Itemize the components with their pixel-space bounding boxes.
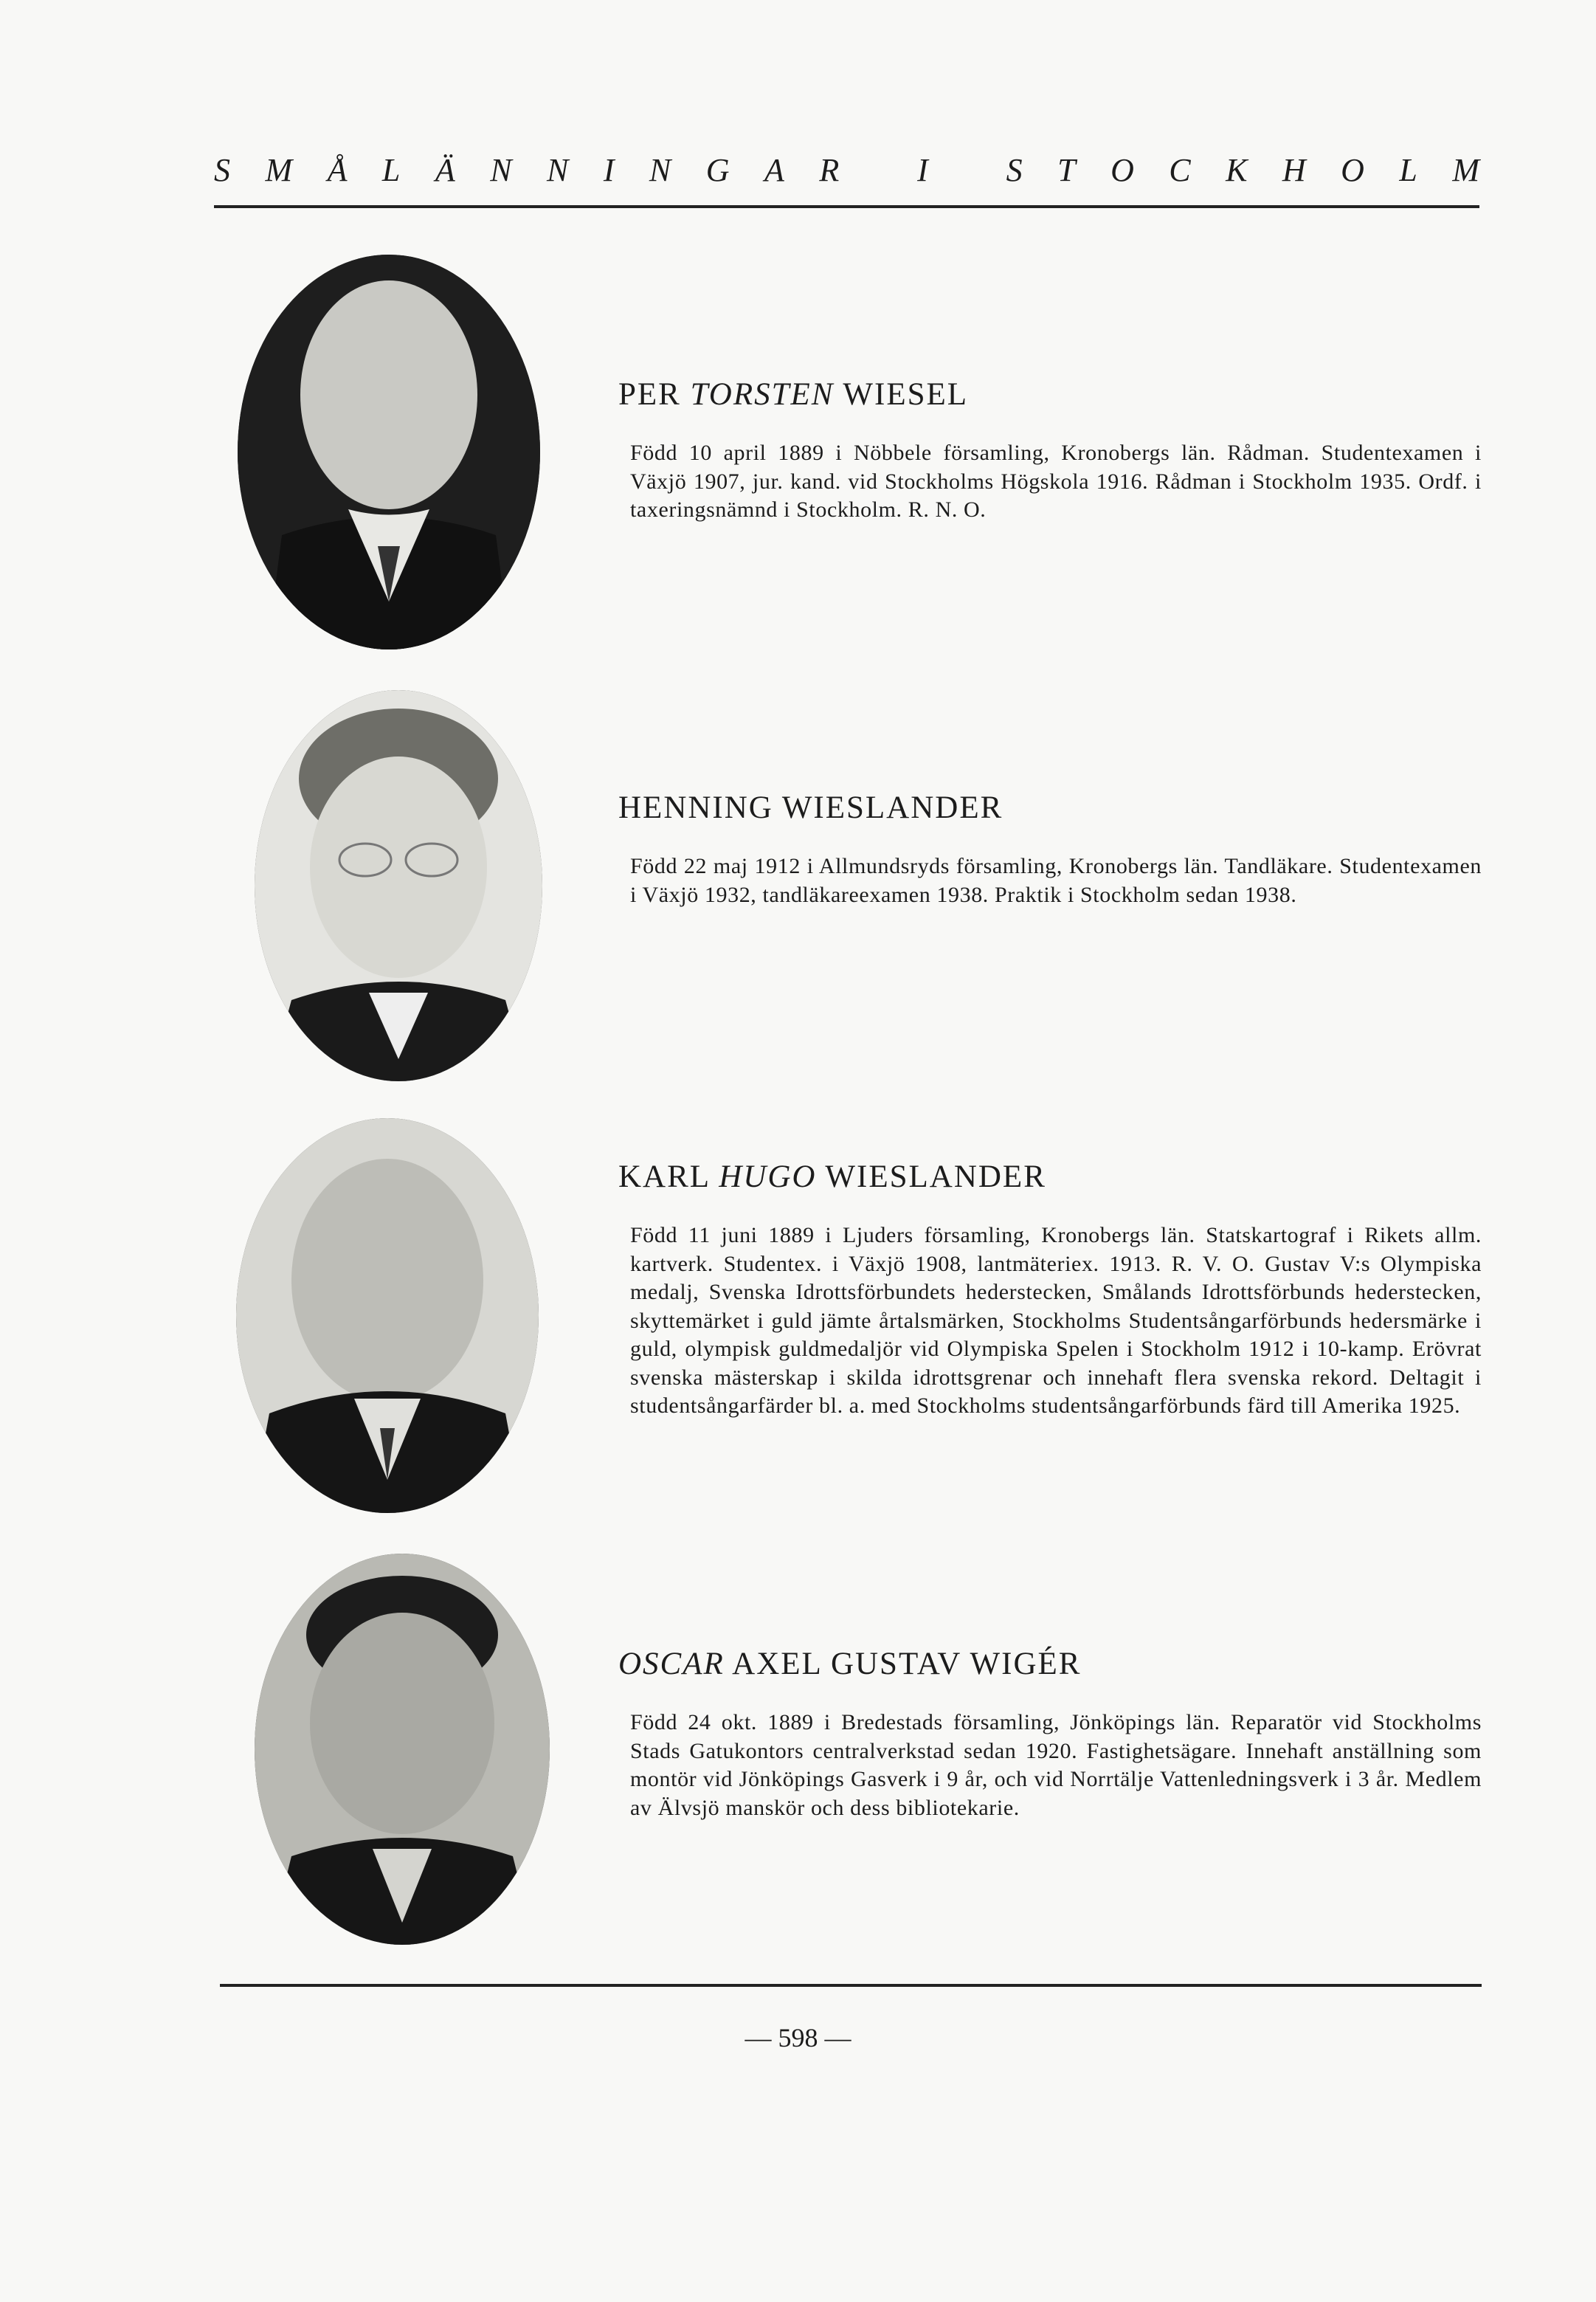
footer-rule bbox=[220, 1984, 1482, 1987]
header-rule bbox=[214, 205, 1479, 208]
entry-bio: Född 11 juni 1889 i Ljuders församling, Kronobergs län. Statskartograf i Rikets allm. kartverk. Studentex. i Växjö 1908, lantmäteriex. 1913. R. V. O. Gustav V:s Olympiska medalj, Svenska Idrottsförbundets hederstecken, Smålands Idrottsförbunds hederstecken, skyttemärket i guld jämte årtalsmärken, Stockholms Studentsångarförbunds hedersmärke i guld, olympisk guldmedaljör vid Olympiska Spelen i Stockholm 1912 i 10-kamp. Erövrat svenska mästerskap i skilda idrottsgrenar och innehaft flera svenska rekord. Deltagit i studentsångarfärder bl. a. med Stockholms studentsångarförbunds färd till Amerika 1925. bbox=[630, 1223, 1482, 1418]
header-letter: R bbox=[819, 152, 840, 188]
header-letter: A bbox=[764, 152, 784, 188]
running-header bbox=[214, 151, 1479, 189]
header-letter: M bbox=[265, 152, 293, 188]
header-letter: S bbox=[1006, 152, 1023, 188]
header-letter: N bbox=[490, 152, 512, 188]
entry-name: KARL HUGO WIESLANDER bbox=[618, 1159, 1046, 1194]
header-letter: N bbox=[547, 152, 569, 188]
entry-2 bbox=[618, 790, 1482, 909]
portrait-henning-wieslander bbox=[255, 690, 542, 1081]
header-letter: H bbox=[1282, 152, 1306, 188]
portrait-per-torsten-wiesel bbox=[238, 255, 540, 649]
header-letter: M bbox=[1452, 152, 1479, 188]
entry-bio: Född 10 april 1889 i Nöbbele församling, Kronobergs län. Rådman. Studentexamen i Växjö 1907, jur. kand. vid Stockholms Högskola 1916. Rådman i Stockholm 1935. Ordf. i taxeringsnämnd i Stockholm. R. N. O. bbox=[630, 441, 1482, 522]
header-letter: O bbox=[1341, 152, 1364, 188]
header-letter bbox=[874, 151, 882, 189]
header-letter: I bbox=[603, 152, 615, 188]
header-letter: G bbox=[705, 152, 730, 188]
entry-bio: Född 22 maj 1912 i Allmundsryds församling, Kronobergs län. Tandläkare. Studentexamen i Växjö 1932, tandläkareexamen 1938. Praktik i Stockholm sedan 1938. bbox=[630, 854, 1482, 907]
entry-3 bbox=[618, 1159, 1482, 1421]
entry-name: HENNING WIESLANDER bbox=[618, 790, 1003, 825]
header-letter: L bbox=[381, 152, 401, 188]
portrait-karl-hugo-wieslander bbox=[236, 1118, 539, 1513]
header-letter: I bbox=[917, 152, 928, 188]
entry-bio: Född 24 okt. 1889 i Bredestads församling, Jönköpings län. Reparatör vid Stockholms Stads Gatukontors centralverkstad sedan 1920. Fastighetsägare. Innehaft anställning som montör vid Jönköpings Gasverk i 9 år, och vid Norrtälje Vattenledningsverk i 3 år. Medlem av Älvsjö manskör och dess bibliotekarie. bbox=[630, 1710, 1482, 1820]
page-number: — 598 — bbox=[745, 2023, 851, 2053]
header-letter: Å bbox=[327, 152, 348, 188]
header-letter: Ä bbox=[435, 152, 455, 188]
header-letter: S bbox=[214, 152, 230, 188]
header-letter: T bbox=[1057, 152, 1076, 188]
entry-1 bbox=[618, 376, 1482, 525]
entry-4 bbox=[618, 1646, 1482, 1822]
entry-name: OSCAR AXEL GUSTAV WIGÉR bbox=[618, 1647, 1082, 1681]
header-letter: N bbox=[649, 152, 671, 188]
header-letter: K bbox=[1226, 152, 1248, 188]
header-letter: C bbox=[1169, 152, 1191, 188]
portrait-oscar-axel-gustav-wiger bbox=[255, 1554, 550, 1945]
header-letter bbox=[963, 151, 971, 189]
header-letter: L bbox=[1399, 152, 1417, 188]
entry-name: PER TORSTEN WIESEL bbox=[618, 377, 969, 412]
header-letter: O bbox=[1110, 152, 1134, 188]
